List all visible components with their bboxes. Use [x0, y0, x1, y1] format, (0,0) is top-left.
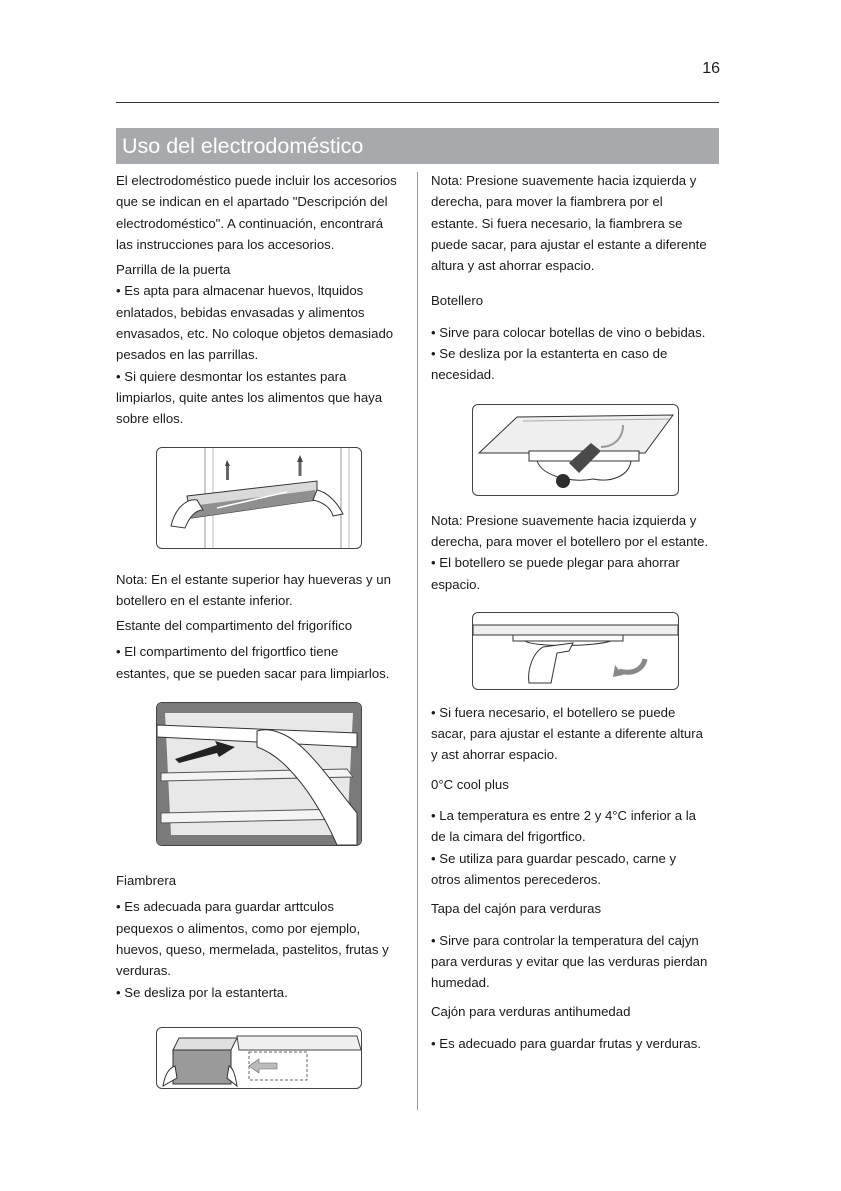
text-line: • Se desliza por la estanterta en caso de	[431, 346, 668, 362]
door-rack-text	[116, 280, 412, 429]
text-line: Nota: Presione suavemente hacia izquierda y	[431, 173, 697, 188]
text-line: limpiarlos, quite antes los alimentos que haya	[116, 389, 383, 405]
page-number: 16	[702, 60, 720, 77]
deli-drawer-illustration	[156, 1027, 362, 1089]
text-line: • Se utiliza para guardar pescado, carne y	[431, 850, 677, 866]
text-line: puede sacar, para ajustar el estante a diferente	[431, 236, 707, 252]
text-line: humedad.	[431, 975, 490, 991]
section-title: Uso del electrodoméstico	[122, 134, 364, 158]
crisper-cover-heading: Tapa del cajón para verduras	[431, 901, 602, 917]
door-rack-heading: Parrilla de la puerta	[116, 262, 231, 278]
text-line: espacio.	[431, 576, 481, 592]
text-line: estantes, que se pueden sacar para limpiarlos.	[116, 665, 390, 681]
text-line: • Sirve para colocar botellas de vino o bebidas.	[431, 324, 706, 340]
section-header	[116, 128, 719, 164]
text-line: sobre ellos.	[116, 411, 184, 427]
text-line: Nota: En el estante superior hay hueveras y un	[116, 571, 391, 587]
text-line: • Es adecuado para guardar frutas y verduras.	[431, 1035, 701, 1051]
fridge-shelf-heading: Estante del compartimento del frigorífico	[116, 618, 353, 634]
bottle-rack-fold-illustration	[472, 612, 679, 690]
left-column	[116, 170, 412, 1089]
column-divider	[417, 172, 418, 1110]
bottle-rack-drawing	[473, 405, 678, 495]
text-line: • La temperatura es entre 2 y 4°C inferior a la	[431, 808, 696, 824]
text-line: derecha, para mover la fiambrera por el	[431, 194, 663, 210]
fridge-shelf-text	[116, 641, 412, 684]
deli-drawer-text	[116, 896, 412, 1002]
intro-line: las instrucciones para los accesorios.	[116, 236, 335, 252]
text-line: • El botellero se puede plegar para ahorrar	[431, 555, 680, 571]
text-line: otros alimentos perecederos.	[431, 871, 602, 887]
deli-drawer-drawing	[157, 1028, 361, 1088]
top-rule	[116, 102, 719, 103]
bottle-rack-note	[431, 510, 723, 595]
door-rack-note	[116, 569, 412, 612]
cool-plus-text	[431, 805, 723, 890]
text-line: • Si fuera necesario, el botellero se puede	[431, 704, 676, 720]
bottle-rack-text	[431, 322, 723, 386]
text-line: pequexos o alimentos, como por ejemplo,	[116, 920, 361, 936]
text-line: • Es apta para almacenar huevos, ltquidos	[116, 283, 364, 299]
door-rack-illustration	[156, 447, 362, 549]
text-line: enlatados, bebidas envasadas y alimentos	[116, 304, 365, 320]
fridge-shelf-drawing	[157, 703, 361, 845]
intro-line: electrodoméstico". A continuación, encontrará	[116, 215, 384, 231]
fridge-shelf-illustration	[156, 702, 362, 846]
text-line: y ast ahorrar espacio.	[431, 747, 558, 763]
door-rack-drawing	[157, 448, 361, 548]
cool-plus-heading: 0°C cool plus	[431, 776, 509, 792]
deli-drawer-note	[431, 170, 723, 276]
text-line: pesados en las parrillas.	[116, 347, 259, 363]
intro-line: El electrodoméstico puede incluir los accesorios	[116, 173, 397, 188]
crisper-drawer-heading: Cajón para verduras antihumedad	[431, 1004, 631, 1020]
bottle-rack-fold-drawing	[473, 613, 678, 689]
text-line: necesidad.	[431, 367, 495, 383]
text-line: • El compartimento del frigortfico tiene	[116, 644, 339, 660]
text-line: • Si quiere desmontar los estantes para	[116, 368, 347, 384]
intro-line: que se indican en el apartado "Descripción del	[116, 194, 388, 210]
deli-drawer-heading: Fiambrera	[116, 873, 177, 889]
text-line: derecha, para mover el botellero por el estante.	[431, 533, 709, 549]
text-line: altura y ast ahorrar espacio.	[431, 258, 595, 274]
bottle-rack-heading: Botellero	[431, 293, 484, 309]
text-line: para verduras y evitar que las verduras pierdan	[431, 953, 708, 969]
text-line: • Sirve para controlar la temperatura del cajyn	[431, 932, 699, 948]
text-line: botellero en el estante inferior.	[116, 592, 293, 608]
text-line: envasados, etc. No coloque objetos demasiado	[116, 326, 394, 342]
text-line: Nota: Presione suavemente hacia izquierda y	[431, 512, 697, 528]
text-line: • Es adecuada para guardar arttculos	[116, 899, 334, 915]
text-line: huevos, queso, mermelada, pastelitos, frutas y	[116, 941, 389, 957]
text-line: • Se desliza por la estanterta.	[116, 984, 288, 1000]
intro-text	[116, 170, 412, 255]
crisper-drawer-text	[431, 1033, 723, 1054]
text-line: estante. Si fuera necesario, la fiambrera se	[431, 215, 683, 231]
text-line: de la cimara del frigortfico.	[431, 829, 586, 845]
crisper-cover-text	[431, 930, 723, 994]
text-line: sacar, para ajustar el estante a diferente altura	[431, 726, 703, 742]
bottle-rack-remove-text	[431, 702, 723, 766]
text-line: verduras.	[116, 963, 171, 979]
right-column	[431, 170, 723, 1054]
bottle-rack-illustration	[472, 404, 679, 496]
